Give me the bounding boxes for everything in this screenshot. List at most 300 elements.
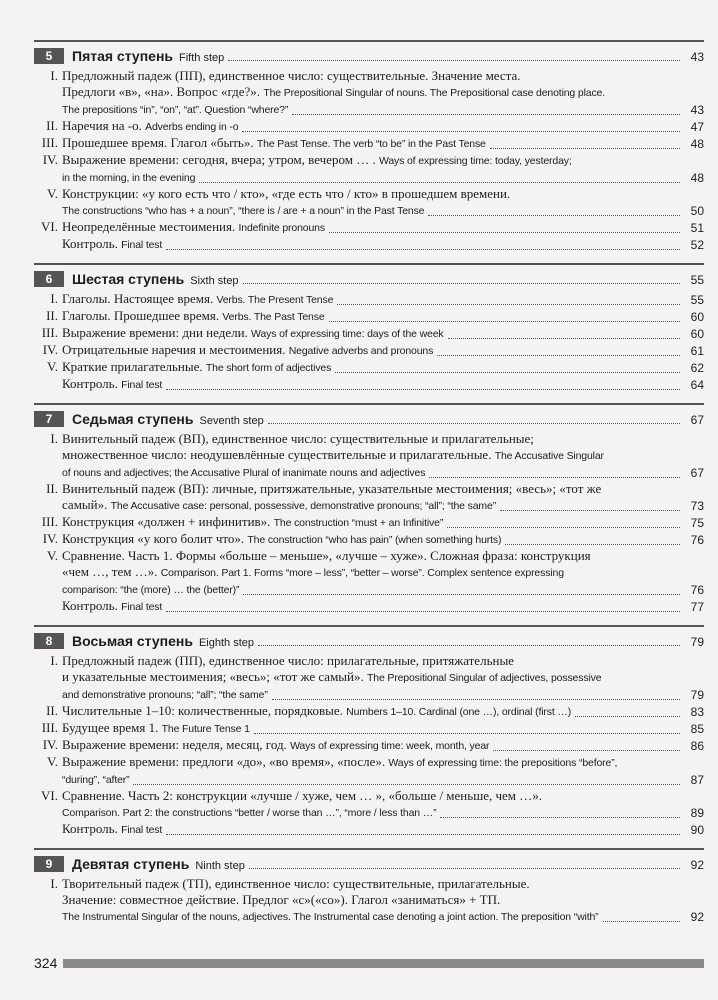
entry-text [62, 325, 444, 342]
entry-body [62, 788, 704, 821]
step-title-en: Sixth step [190, 275, 239, 287]
entry-text [62, 118, 238, 135]
entry-line [62, 686, 704, 703]
step-title: Шестая ступень [72, 271, 185, 287]
entry-line [62, 497, 704, 514]
entry-page: 52 [690, 238, 704, 252]
final-test-entry [62, 598, 704, 615]
entry-text-ru: Винительный падеж (ВП): личные, притяжательные, указательные местоимения; «весь»; «тот же [62, 481, 602, 496]
entry-body [62, 359, 704, 376]
entry-body [62, 152, 704, 186]
entry-text-ru: Контроль. [62, 821, 118, 836]
leader-dots [329, 232, 680, 233]
entry-text-ru: Выражение времени: дни недели. [62, 325, 248, 340]
leader-dots [603, 921, 680, 922]
toc-entry [34, 431, 704, 481]
entry-text [62, 202, 424, 219]
entry-number: V. [47, 754, 58, 769]
toc-entry [34, 291, 704, 308]
step-title-en: Eighth step [198, 637, 255, 649]
entry-text-en: Adverbs ending in -o [145, 121, 239, 133]
entry-text [62, 186, 510, 202]
entry-line [62, 598, 704, 615]
toc-entry [34, 135, 704, 152]
entry-body [62, 653, 704, 703]
entry-line [62, 342, 704, 359]
leader-dots [272, 699, 680, 700]
entry-body [62, 514, 704, 531]
step-section [34, 625, 704, 838]
entry-text [62, 581, 239, 598]
leader-dots [166, 611, 680, 612]
leader-dots [493, 750, 680, 751]
entry-text-en: Ways of expressing time: week, month, year [290, 740, 490, 752]
entry-text-en: Numbers 1–10. Cardinal (one …), ordinal (first …) [346, 706, 572, 718]
entry-text-en: The Prepositional Singular of adjectives, possessive [367, 672, 602, 684]
step-heading [34, 848, 704, 872]
toc-entry [34, 788, 704, 821]
entry-text [62, 431, 534, 447]
entry-number: V. [47, 359, 58, 374]
entry-text [62, 68, 521, 84]
entry-text-ru: Выражение времени: сегодня, вчера; утром, вечером … . [62, 152, 376, 167]
toc-entry [34, 152, 704, 186]
entry-line [62, 359, 704, 376]
entry-line [62, 754, 704, 771]
leader-dots [448, 338, 680, 339]
final-test-entry [62, 236, 704, 253]
entry-text [62, 152, 572, 169]
entry-page: 90 [690, 823, 704, 837]
entry-text-en: The short form of adjectives [205, 362, 332, 374]
entry-text [62, 598, 162, 615]
entry-body [62, 236, 704, 253]
entry-text-ru: Конструкция «у кого болит что». [62, 531, 245, 546]
entry-number: VI. [41, 219, 58, 234]
leader-dots [429, 477, 680, 478]
final-test-entry [62, 376, 704, 393]
entry-page: 83 [690, 705, 704, 719]
entry-page: 60 [690, 310, 704, 324]
entry-text-ru: «чем …, тем …». [62, 564, 158, 579]
leader-dots [292, 114, 680, 115]
step-section [34, 848, 704, 925]
entry-line [62, 308, 704, 325]
entry-text-ru: Будущее время 1. [62, 720, 159, 735]
step-page: 67 [690, 413, 704, 427]
entry-text-ru: Отрицательные наречия и местоимения. [62, 342, 286, 357]
entry-page: 48 [690, 137, 704, 151]
entry-number: III. [41, 514, 58, 529]
entry-text [62, 169, 195, 186]
step-title: Восьмая ступень [72, 633, 193, 649]
leader-dots [258, 645, 680, 646]
leader-dots [199, 182, 680, 183]
entry-text [62, 359, 331, 376]
entry-page: 60 [690, 327, 704, 341]
entry-line [62, 152, 704, 169]
entry-text-en: The constructions “who has + a noun”, “there is / are + a noun” in the Past Tense [62, 205, 425, 217]
entry-line [62, 101, 704, 118]
leader-dots [447, 527, 680, 528]
entry-page: 76 [690, 583, 704, 597]
entry-text [62, 291, 333, 308]
entry-body [62, 703, 704, 720]
entry-text-en: and demonstrative pronouns; “all”; “the same” [62, 689, 268, 701]
entry-text [62, 84, 605, 101]
toc-entry [34, 703, 704, 720]
entry-body [62, 219, 704, 236]
entry-page: 92 [690, 910, 704, 924]
step-number: 8 [34, 633, 64, 649]
entry-line [62, 481, 704, 497]
entry-body [62, 720, 704, 737]
entry-text [62, 821, 162, 838]
entry-body [62, 598, 704, 615]
step-page: 79 [690, 635, 704, 649]
entry-line [62, 821, 704, 838]
step-number: 5 [34, 48, 64, 64]
entry-text [62, 219, 325, 236]
entry-number: V. [47, 186, 58, 201]
entry-body [62, 754, 704, 788]
entry-line [62, 447, 704, 464]
entry-text-en: The Accusative case: personal, possessive, demonstrative pronouns; “all”; “the same” [110, 500, 497, 512]
entry-text-ru: Творительный падеж (ТП), единственное число: существительные, прилагательные. [62, 876, 530, 891]
entry-line [62, 219, 704, 236]
entry-page: 73 [690, 499, 704, 513]
entry-text [62, 892, 500, 908]
entry-text-en: Final test [121, 824, 163, 836]
entry-number: V. [47, 548, 58, 563]
entry-number: III. [41, 135, 58, 150]
entry-text [62, 737, 489, 754]
entry-text [62, 497, 496, 514]
entry-page: 50 [690, 204, 704, 218]
entry-body [62, 431, 704, 481]
entry-line [62, 464, 704, 481]
entry-number: III. [41, 720, 58, 735]
step-number: 7 [34, 411, 64, 427]
entry-number: VI. [41, 788, 58, 803]
leader-dots [242, 131, 680, 132]
toc-entry [34, 68, 704, 118]
toc-entry [34, 359, 704, 376]
leader-dots [254, 733, 680, 734]
entry-text-ru: Контроль. [62, 376, 118, 391]
entry-line [62, 135, 704, 152]
entry-line [62, 169, 704, 186]
leader-dots [228, 60, 680, 61]
leader-dots [166, 249, 680, 250]
entry-text [62, 135, 486, 152]
entry-number: II. [46, 703, 58, 718]
entry-text-ru: Глаголы. Прошедшее время. [62, 308, 220, 323]
entry-line [62, 376, 704, 393]
entry-body [62, 186, 704, 219]
toc-entry [34, 653, 704, 703]
leader-dots [337, 304, 680, 305]
step-section [34, 40, 704, 253]
toc-entry [34, 514, 704, 531]
entry-line [62, 669, 704, 686]
entry-line [62, 771, 704, 788]
entry-page: 51 [690, 221, 704, 235]
entry-number: III. [41, 325, 58, 340]
entry-number: IV. [42, 152, 58, 167]
leader-dots [243, 594, 680, 595]
entry-text [62, 703, 571, 720]
entry-text-ru: Предложный падеж (ПП), единственное число: прилагательные, притяжательные [62, 653, 514, 668]
entry-text-en: Final test [121, 601, 163, 613]
entry-text-en: The Future Tense 1 [161, 723, 250, 735]
entry-text [62, 376, 162, 393]
entry-text-en: The construction “must + an Infinitive” [273, 517, 444, 529]
entry-line [62, 908, 704, 925]
entry-line [62, 202, 704, 219]
step-section [34, 403, 704, 615]
entry-text-ru: Выражение времени: неделя, месяц, год. [62, 737, 287, 752]
step-page: 55 [690, 273, 704, 287]
entry-line [62, 236, 704, 253]
entry-text-ru: Глаголы. Настоящее время. [62, 291, 214, 306]
step-number: 6 [34, 271, 64, 287]
entry-text [62, 720, 250, 737]
entry-text-ru: и указательные местоимения; «весь»; «тот же самый». [62, 669, 364, 684]
entry-text-ru: Наречия на -о. [62, 118, 142, 133]
entry-body [62, 531, 704, 548]
entry-body [62, 548, 704, 598]
entry-page: 87 [690, 773, 704, 787]
entry-text-en: Ways of expressing time: today, yesterday; [378, 155, 572, 167]
entry-line [62, 325, 704, 342]
entry-number: I. [50, 68, 58, 83]
entry-page: 89 [690, 806, 704, 820]
entry-line [62, 876, 704, 892]
entry-text-en: comparison: “the (more) … the (better)” [62, 584, 240, 596]
entry-text [62, 101, 288, 118]
entry-text-en: Ways of expressing time: days of the week [251, 328, 444, 340]
entry-text [62, 564, 564, 581]
entry-text [62, 908, 599, 925]
entry-page: 55 [690, 293, 704, 307]
entry-text-en: Comparison. Part 1. Forms “more – less”, “better – worse”. Complex sentence expressing [160, 567, 564, 579]
entry-body [62, 308, 704, 325]
entry-text [62, 342, 433, 359]
entry-text-en: of nouns and adjectives; the Accusative Plural of inanimate nouns and adjectives [62, 467, 426, 479]
entry-text [62, 876, 530, 892]
entry-text-en: in the morning, in the evening [62, 172, 196, 184]
entry-number: IV. [42, 737, 58, 752]
leader-dots [243, 283, 680, 284]
step-title: Девятая ступень [72, 856, 190, 872]
leader-dots [428, 215, 680, 216]
entry-text [62, 531, 501, 548]
entry-text [62, 548, 591, 564]
entry-text-en: Ways of expressing time: the prepositions “before”, [388, 757, 618, 769]
entry-text-en: Comparison. Part 2: the constructions “better / worse than …”, “more / less than …” [62, 807, 437, 819]
entry-line [62, 788, 704, 804]
step-title-en: Ninth step [195, 860, 245, 872]
leader-dots [133, 784, 680, 785]
entry-text [62, 447, 604, 464]
entry-line [62, 291, 704, 308]
entry-page: 64 [690, 378, 704, 392]
entry-text-ru: Краткие прилагательные. [62, 359, 203, 374]
leader-dots [166, 834, 680, 835]
entry-number: II. [46, 118, 58, 133]
entry-text-ru: Числительные 1–10: количественные, порядковые. [62, 703, 343, 718]
entry-body [62, 737, 704, 754]
leader-dots [440, 817, 680, 818]
toc-entry [34, 876, 704, 925]
toc-entry [34, 720, 704, 737]
entry-number: II. [46, 308, 58, 323]
entry-number: IV. [42, 531, 58, 546]
entry-number: IV. [42, 342, 58, 357]
entry-text-ru: множественное число: неодушевлённые существительные и прилагательные. [62, 447, 492, 462]
entry-text-ru: Предлоги «в», «на». Вопрос «где?». [62, 84, 261, 99]
entry-page: 47 [690, 120, 704, 134]
entry-page: 85 [690, 722, 704, 736]
entry-line [62, 581, 704, 598]
entry-line [62, 653, 704, 669]
toc-entry [34, 481, 704, 514]
entry-text-en: Verbs. The Past Tense [222, 311, 325, 323]
step-number: 9 [34, 856, 64, 872]
entry-number: I. [50, 876, 58, 891]
entry-page: 61 [690, 344, 704, 358]
entry-text-ru: Конструкции: «у кого есть что / кто», «где есть что / кто» в прошедшем времени. [62, 186, 511, 201]
entry-text [62, 464, 425, 481]
entry-line [62, 186, 704, 202]
entry-text-ru: Выражение времени: предлоги «до», «во время», «после». [62, 754, 386, 769]
entry-number: I. [50, 653, 58, 668]
final-test-entry [62, 821, 704, 838]
entry-text-ru: Контроль. [62, 236, 118, 251]
step-title-en: Seventh step [199, 415, 264, 427]
step-heading [34, 625, 704, 649]
leader-dots [166, 389, 680, 390]
entry-text-ru: Значение: совместное действие. Предлог «с»(«со»). Глагол «заниматься» + ТП. [62, 892, 501, 907]
entry-text-en: Verbs. The Present Tense [216, 294, 334, 306]
entry-page: 77 [690, 600, 704, 614]
entry-line [62, 84, 704, 101]
entry-number: II. [46, 481, 58, 496]
step-page: 43 [690, 50, 704, 64]
leader-dots [575, 716, 680, 717]
entry-text-ru: Неопределённые местоимения. [62, 219, 236, 234]
entry-text-ru: Винительный падеж (ВП), единственное число: существительные и прилагательные; [62, 431, 534, 446]
entry-body [62, 481, 704, 514]
toc-entry [34, 186, 704, 219]
toc-entry [34, 342, 704, 359]
entry-text [62, 308, 325, 325]
entry-text-ru: Прошедшее время. Глагол «быть». [62, 135, 254, 150]
entry-body [62, 876, 704, 925]
entry-line [62, 804, 704, 821]
leader-dots [268, 423, 680, 424]
entry-line [62, 431, 704, 447]
toc-entry [34, 118, 704, 135]
entry-text [62, 686, 268, 703]
entry-text-ru: Контроль. [62, 598, 118, 613]
toc-entry [34, 754, 704, 788]
entry-text-ru: Сравнение. Часть 2: конструкции «лучше / хуже, чем … », «больше / меньше, чем …». [62, 788, 543, 803]
entry-body [62, 291, 704, 308]
step-title: Пятая ступень [72, 48, 174, 64]
entry-body [62, 376, 704, 393]
entry-line [62, 564, 704, 581]
entry-text-en: Final test [121, 379, 163, 391]
leader-dots [490, 148, 680, 149]
entry-text-en: Indefinite pronouns [238, 222, 325, 234]
step-title-en: Fifth step [179, 52, 225, 64]
page-footer [34, 955, 704, 971]
entry-page: 62 [690, 361, 704, 375]
leader-dots [505, 544, 680, 545]
step-heading [34, 263, 704, 287]
entry-text-ru: Конструкция «должен + инфинитив». [62, 514, 271, 529]
toc-entry [34, 548, 704, 598]
entry-line [62, 720, 704, 737]
entry-text [62, 514, 443, 531]
entry-text-ru: Предложный падеж (ПП), единственное число: существительные. Значение места. [62, 68, 521, 83]
step-heading [34, 40, 704, 64]
entry-text [62, 804, 436, 821]
entry-text-en: The construction “who has pain” (when something hurts) [247, 534, 502, 546]
entry-page: 67 [690, 466, 704, 480]
entry-line [62, 514, 704, 531]
entry-text-ru: самый». [62, 497, 108, 512]
entry-page: 79 [690, 688, 704, 702]
entry-text-en: Negative adverbs and pronouns [288, 345, 434, 357]
entry-body [62, 135, 704, 152]
entry-line [62, 892, 704, 908]
step-page: 92 [690, 858, 704, 872]
entry-body [62, 821, 704, 838]
entry-line [62, 703, 704, 720]
entry-body [62, 118, 704, 135]
entry-text [62, 481, 601, 497]
leader-dots [437, 355, 680, 356]
toc-entry [34, 308, 704, 325]
entry-page: 86 [690, 739, 704, 753]
table-of-contents [34, 40, 704, 935]
step-heading [34, 403, 704, 427]
toc-entry [34, 737, 704, 754]
entry-line [62, 531, 704, 548]
entry-text-en: The Instrumental Singular of the nouns, adjectives. The Instrumental case denoting a joint action. The preposition “with” [62, 911, 599, 923]
leader-dots [500, 510, 680, 511]
step-section [34, 263, 704, 393]
entry-text [62, 754, 617, 771]
entry-page: 76 [690, 533, 704, 547]
entry-number: I. [50, 431, 58, 446]
leader-dots [329, 321, 680, 322]
entry-text-en: The Past Tense. The verb “to be” in the Past Tense [256, 138, 486, 150]
leader-dots [249, 868, 680, 869]
entry-number: I. [50, 291, 58, 306]
toc-entry [34, 325, 704, 342]
entry-text-en: The Accusative Singular [494, 450, 604, 462]
entry-text-en: The Prepositional Singular of nouns. The Prepositional case denoting place. [263, 87, 606, 99]
leader-dots [335, 372, 680, 373]
entry-page: 75 [690, 516, 704, 530]
footer-bar [63, 959, 704, 968]
entry-text-en: Final test [121, 239, 163, 251]
entry-line [62, 737, 704, 754]
